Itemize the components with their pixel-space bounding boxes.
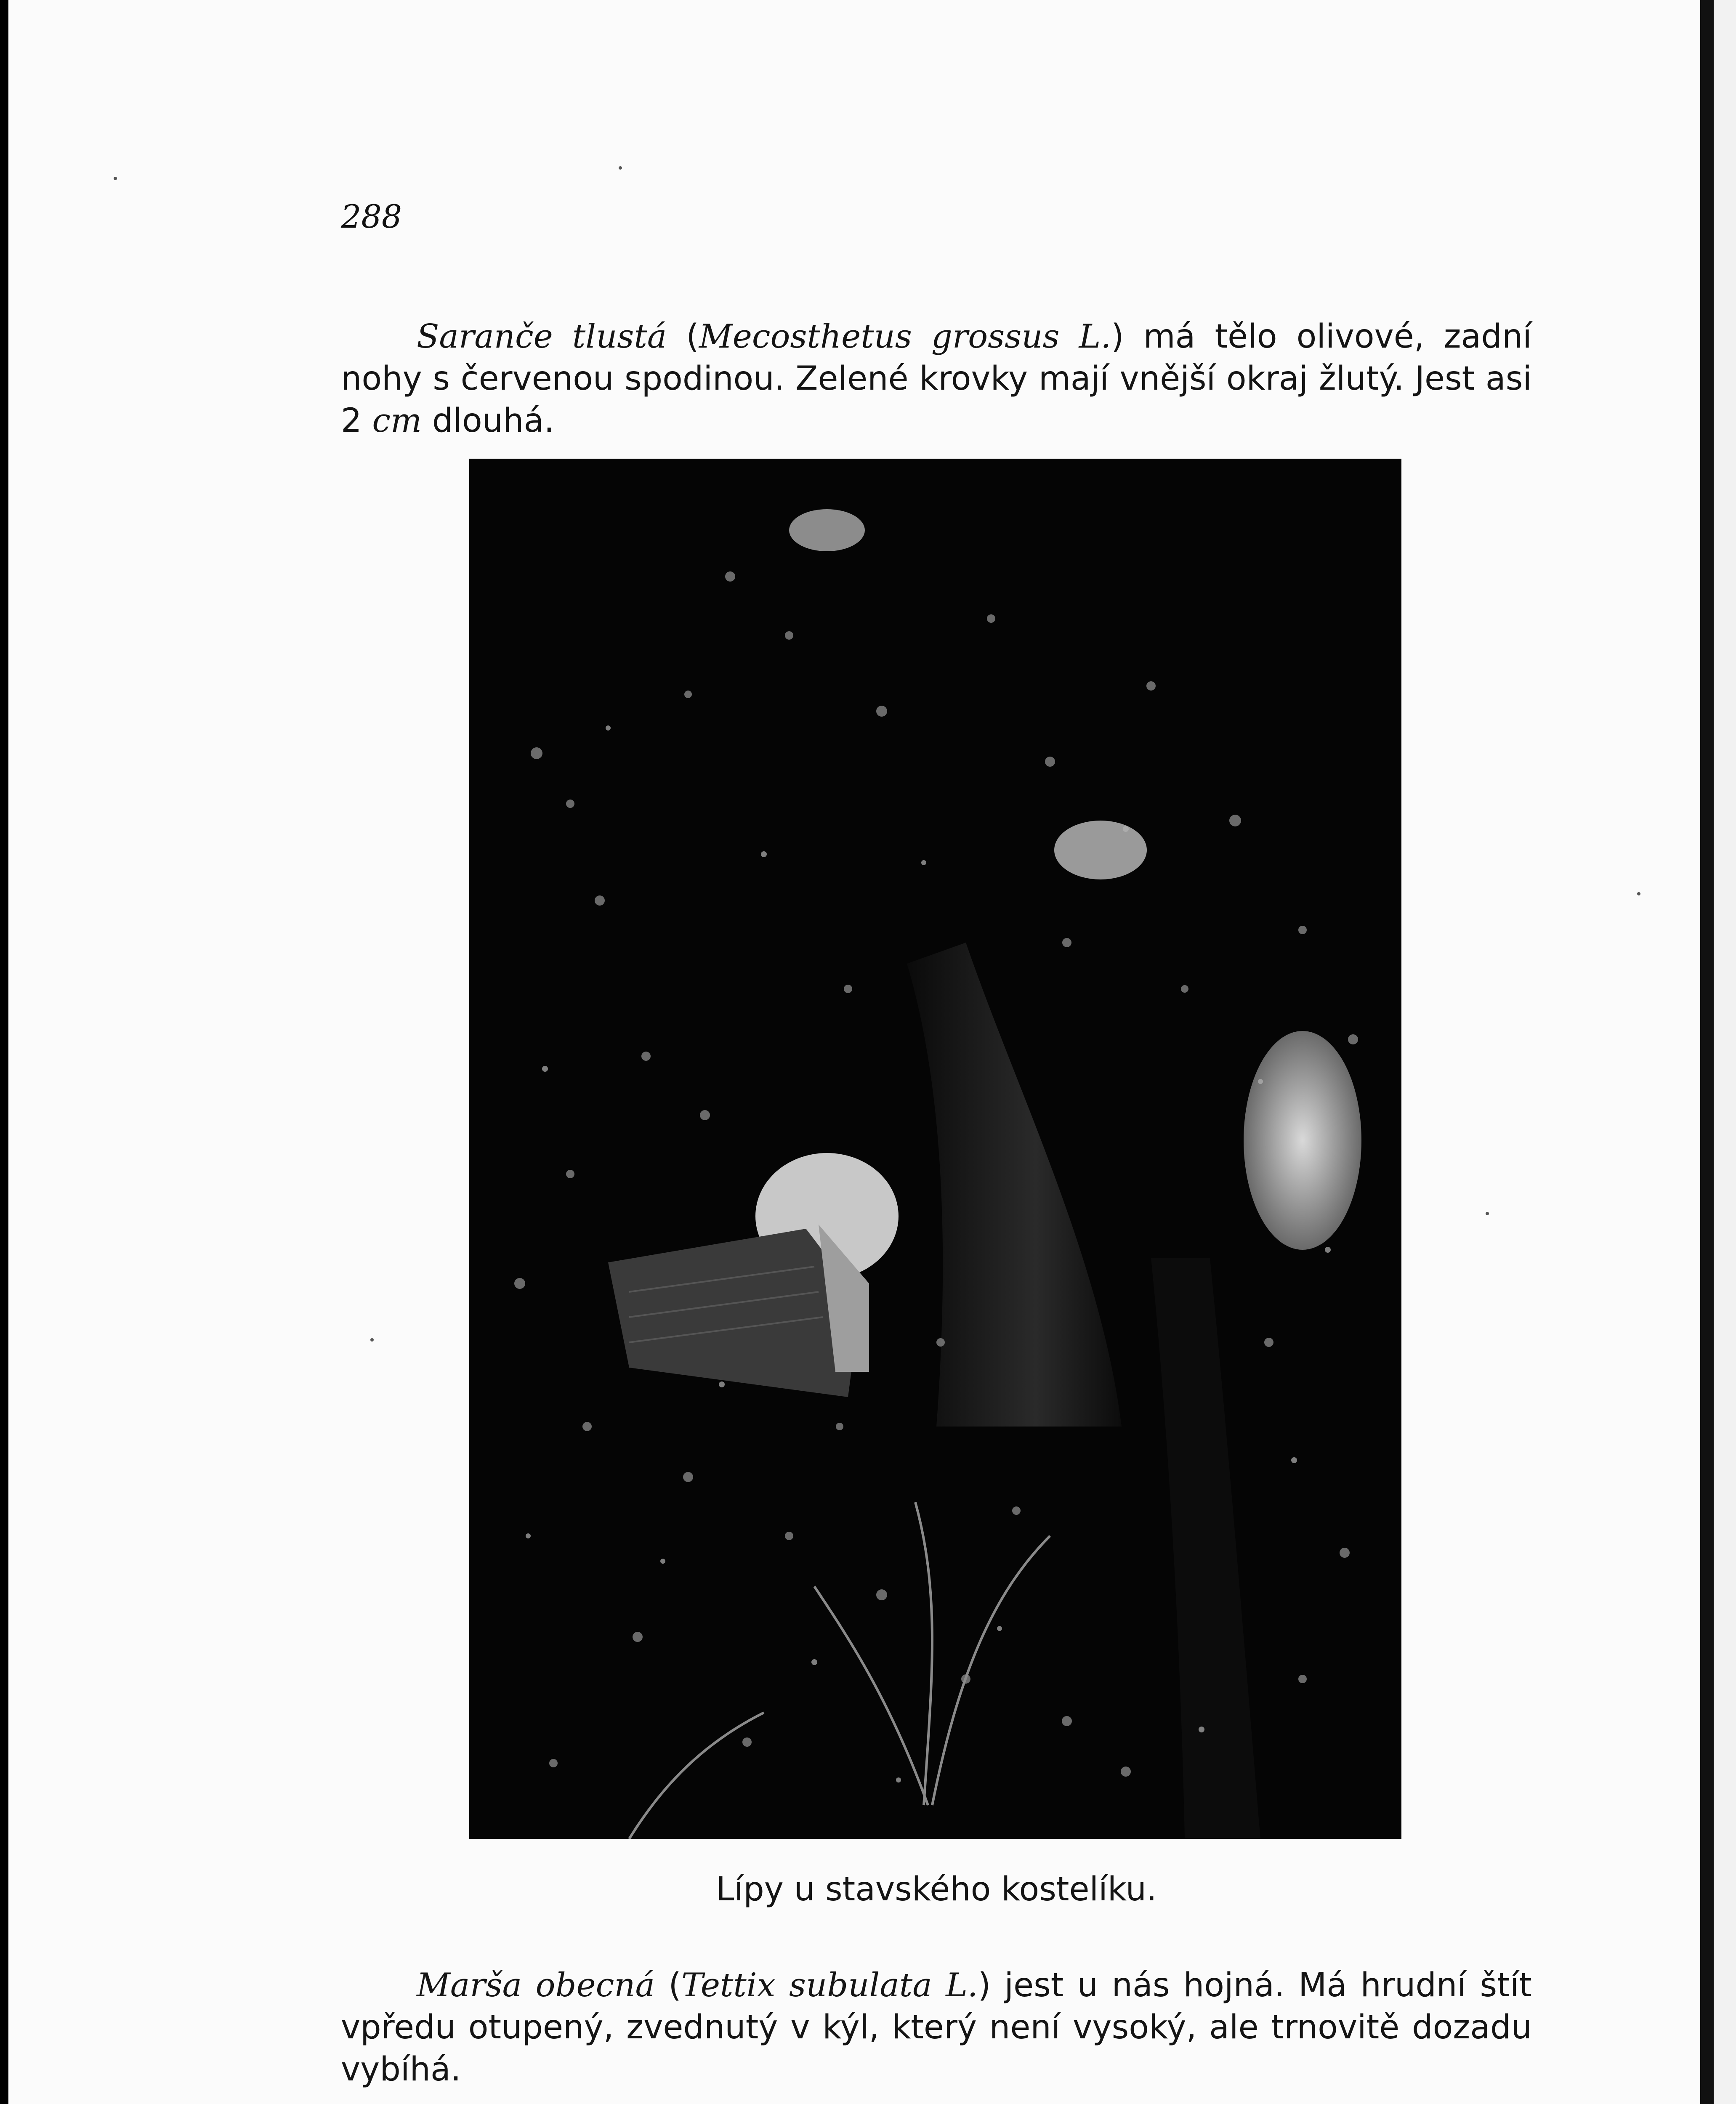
paragraph-text: ) jest u nás hojná. Má hrudní štít vpředu otupený, zvednutý v kýl, který není vysoký, ale trnovitě dozadu vybíhá. xyxy=(341,1966,1532,2088)
species-name-latin: Tettix subulata L. xyxy=(681,1966,978,2004)
next-page-edge xyxy=(1714,0,1736,2104)
species-name-cz: Marša obecná xyxy=(417,1966,655,2004)
dust-speck xyxy=(1637,892,1640,895)
dust-speck xyxy=(370,1338,374,1342)
dust-speck xyxy=(1486,1212,1489,1215)
dust-speck xyxy=(619,166,622,170)
paragraph-text: ) má tělo olivové, zadní nohy s červenou spodinou. Zelené krovky mají vnější okraj žlutý. Jest asi 2 xyxy=(341,318,1532,440)
photograph-linden-trees xyxy=(469,459,1401,1839)
paragraph-marsa-obecna xyxy=(341,1964,1532,2091)
photo-image xyxy=(469,459,1401,1839)
species-name-cz: Saranče tlustá xyxy=(417,318,667,356)
species-name-latin: Mecosthetus grossus L. xyxy=(699,318,1111,356)
paragraph-saranche-tlusta xyxy=(341,316,1532,442)
open-paren: ( xyxy=(655,1966,681,2004)
paragraph-text-end: dlouhá. xyxy=(422,402,555,440)
figure-caption: Lípy u stavského kostelíku. xyxy=(716,1870,1157,1908)
page-number: 288 xyxy=(341,198,402,235)
dust-speck xyxy=(114,177,117,180)
unit-cm: cm xyxy=(372,402,422,440)
open-paren: ( xyxy=(667,318,699,356)
